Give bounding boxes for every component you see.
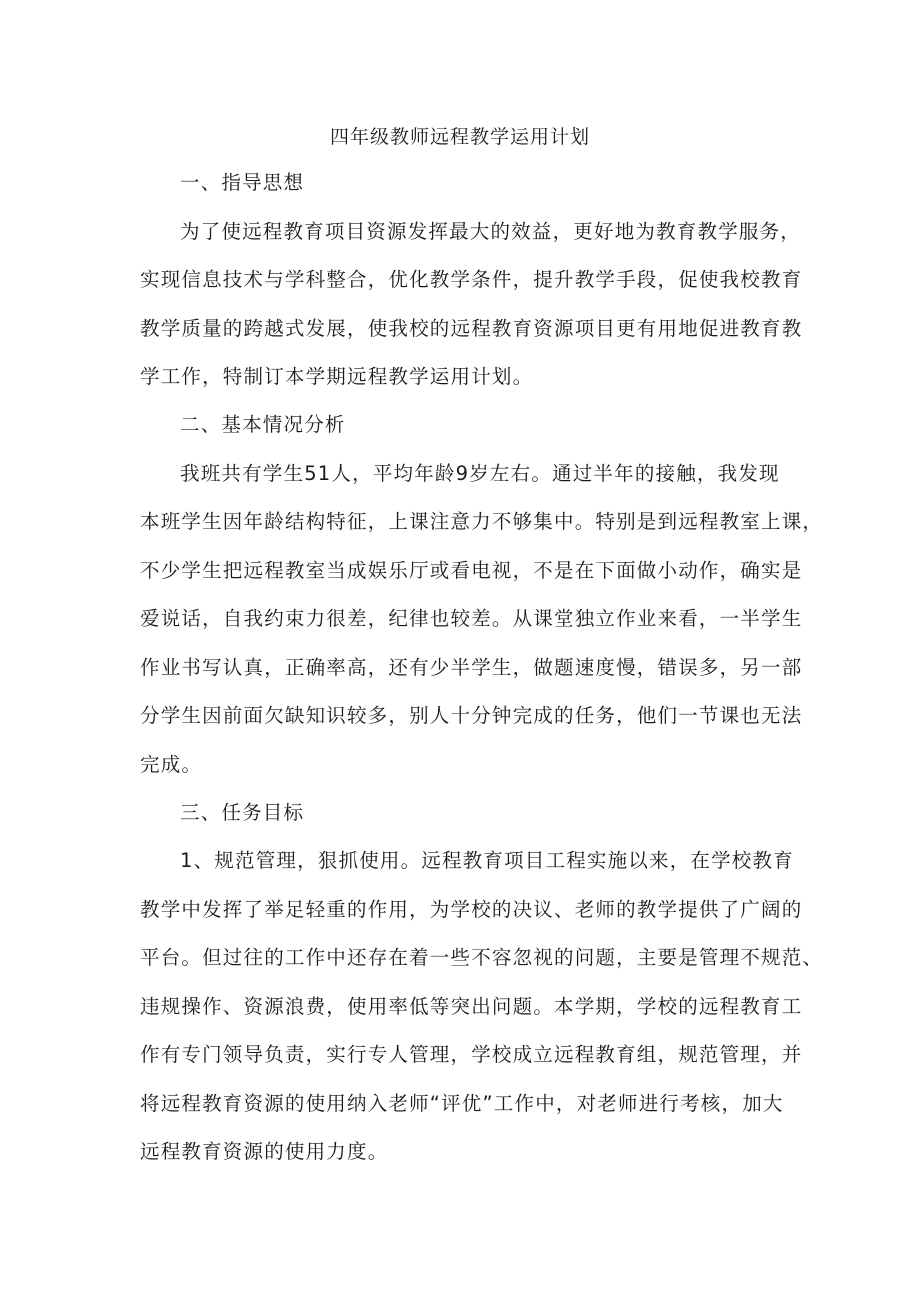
- paragraph-line: 分学生因前面欠缺知识较多，别人十分钟完成的任务，他们一节课也无法: [140, 704, 803, 727]
- paragraph-line: 平台。但过往的工作中还存在着一些不容忽视的问题，主要是管理不规范、: [140, 946, 824, 969]
- paragraph-line: 作有专门领导负责，实行专人管理，学校成立远程教育组，规范管理，并: [140, 1043, 803, 1066]
- document-title: 四年级教师远程教学运用计划: [329, 126, 590, 148]
- paragraph-line: 将远程教育资源的使用纳入老师“评优”工作中，对老师进行考核，加大: [140, 1092, 784, 1115]
- paragraph-line: 违规操作、资源浪费，使用率低等突出问题。本学期，学校的远程教育工: [140, 995, 803, 1018]
- paragraph-line: 学工作，特制订本学期远程教学运用计划。: [140, 365, 534, 388]
- section-heading-situation-analysis: 二、基本情况分析: [180, 413, 346, 436]
- paragraph-line: 实现信息技术与学科整合，优化教学条件，提升教学手段，促使我校教育: [140, 268, 803, 291]
- paragraph-line: 本班学生因年龄结构特征，上课注意力不够集中。特别是到远程教室上课，: [140, 510, 824, 533]
- paragraph-line: 我班共有学生51人，平均年龄9岁左右。通过半年的接触，我发现: [180, 462, 780, 485]
- paragraph-line: 为了使远程教育项目资源发挥最大的效益，更好地为教育教学服务，: [180, 220, 802, 243]
- paragraph-line: 教学质量的跨越式发展，使我校的远程教育资源项目更有用地促进教育教: [140, 317, 803, 340]
- paragraph-line: 远程教育资源的使用力度。: [140, 1140, 389, 1163]
- paragraph-line: 不少学生把远程教室当成娱乐厅或看电视，不是在下面做小动作，确实是: [140, 559, 803, 582]
- paragraph-line: 完成。: [140, 753, 203, 776]
- paragraph-line: 教学中发挥了举足轻重的作用，为学校的决议、老师的教学提供了广阔的: [140, 898, 803, 921]
- section-heading-task-goals: 三、任务目标: [180, 801, 305, 824]
- paragraph-line: 爱说话，自我约束力很差，纪律也较差。从课堂独立作业来看，一半学生: [140, 607, 803, 630]
- paragraph-line: 作业书写认真，正确率高，还有少半学生，做题速度慢，错误多，另一部: [140, 656, 803, 679]
- paragraph-line: 1、规范管理，狠抓使用。远程教育项目工程实施以来，在学校教育: [180, 849, 794, 872]
- section-heading-guiding-ideology: 一、指导思想: [180, 171, 305, 194]
